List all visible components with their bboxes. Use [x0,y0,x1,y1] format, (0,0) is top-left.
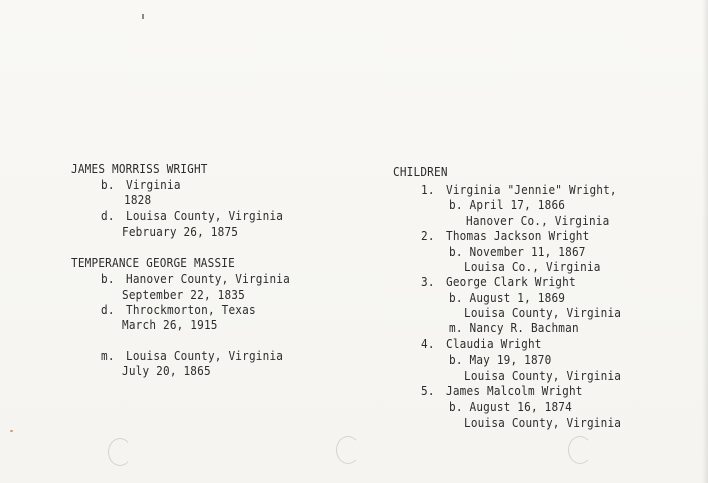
husband-born-label: b. [101,178,115,192]
wife-born-date: September 22, 1835 [122,288,245,302]
binder-hole-middle [336,436,360,464]
child-number: 4. [421,337,435,351]
child-number: 1. [421,183,435,197]
child-born: b. August 16, 1874 [449,400,572,414]
child-born: b. August 1, 1869 [449,291,566,305]
child-married: m. Nancy R. Bachman [449,321,579,335]
child-name: Virginia "Jennie" Wright, [446,183,617,197]
child-birthplace: Louisa County, Virginia [464,369,622,383]
child-number: 3. [421,275,435,289]
child-birthplace: Louisa Co., Virginia [464,260,601,274]
wife-born-label: b. [101,272,115,286]
wife-born-place: Hanover County, Virginia [126,272,290,286]
child-number: 2. [421,229,435,243]
child-birthplace: Louisa County, Virginia [464,416,622,430]
husband-died-label: d. [101,209,115,223]
married-label: m. [101,349,115,363]
husband-died-place: Louisa County, Virginia [126,209,284,223]
wife-died-place: Throckmorton, Texas [126,303,256,317]
wife-died-label: d. [101,303,115,317]
ink-speck [142,14,144,19]
married-place: Louisa County, Virginia [126,349,284,363]
husband-name: JAMES MORRISS WRIGHT [71,162,208,176]
wife-died-date: March 26, 1915 [122,318,218,332]
child-name: George Clark Wright [446,275,576,289]
child-name: Claudia Wright [446,337,542,351]
child-born: b. May 19, 1870 [449,353,552,367]
child-born: b. April 17, 1866 [449,198,566,212]
binder-hole-right [568,436,592,464]
child-birthplace: Louisa County, Virginia [464,306,622,320]
page-edge-shadow [702,0,708,483]
children-heading: CHILDREN [393,165,448,179]
child-name: James Malcolm Wright [446,384,583,398]
child-number: 5. [421,384,435,398]
child-born: b. November 11, 1867 [449,245,586,259]
husband-born-date: 1828 [124,193,152,207]
binder-hole-left [108,438,132,466]
wife-name: TEMPERANCE GEORGE MASSIE [71,256,235,270]
child-birthplace: Hanover Co., Virginia [466,214,610,228]
husband-born-place: Virginia [126,178,181,192]
stain-speck [10,430,13,432]
child-name: Thomas Jackson Wright [446,229,590,243]
married-date: July 20, 1865 [122,364,211,378]
husband-died-date: February 26, 1875 [122,225,239,239]
